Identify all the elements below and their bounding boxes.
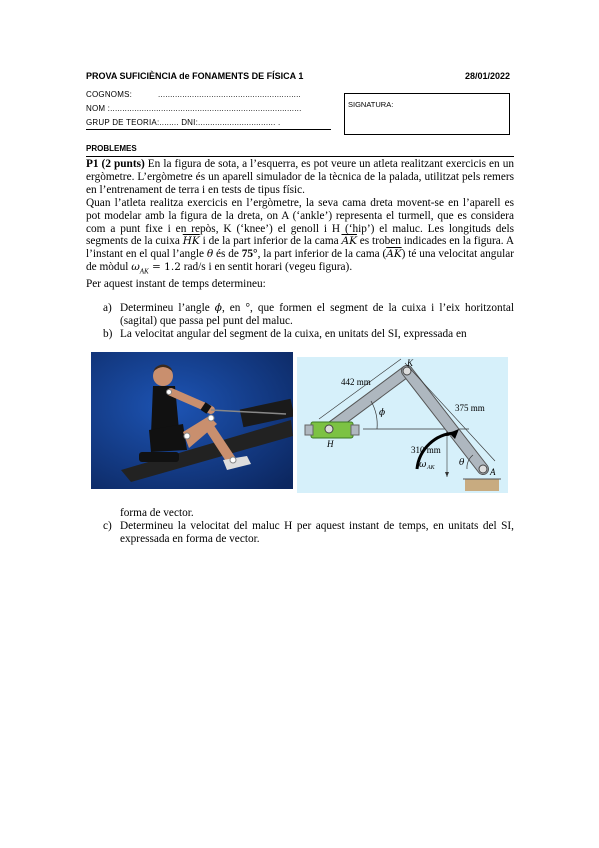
desc-text-4: és de [213,248,242,261]
question-list [103,302,514,341]
hip-joint [325,425,333,433]
question-a-text-2: , en °, que formen el segment de la cuixa i l’eix horitzontal (sagital) que passa pel punt del maluc. [120,302,514,327]
question-b [103,328,514,341]
omega-sub-label: AK [427,465,435,471]
ankle-label: A [490,467,496,477]
desc-text-2: i de la part inferior de la cama [199,235,342,248]
segment-hk: $\overline{HK}$ [182,235,200,248]
omega-subscript: AK [139,267,149,276]
exam-title: PROVA SUFICIÈNCIA de FONAMENTS DE FÍSICA 1 [86,71,304,81]
athlete-illustration [91,352,293,489]
question-b-text: La velocitat angular del segment de la cuixa, en unitats del SI, expressada en [120,327,467,340]
theta-symbol: θ [206,248,214,261]
question-c-label: c) [103,520,112,532]
dim-h-label: 310 mm [411,445,441,455]
cognoms-label: COGNOMS: [86,90,133,99]
question-c [103,520,514,546]
problem-statement [86,158,514,291]
signature-box[interactable] [344,93,510,135]
question-b-continuation: forma de vector. [120,507,194,519]
ankle-joint [479,465,487,473]
desc-text-1: Quan l’atleta realitza exercicis en l’ergòmetre, la seva cama dreta movent-se en l’aparell es pot modelar amb la figura de la dreta, on A (‘ankle’) representa el turmell, que es considera com a punt fixe i en repòs, K (‘knee’) el genoll i H (‘hip’) el maluc. Les longituds dels segments de la cuixa [86,196,514,248]
grup-dni-field[interactable]: GRUP DE TEORIA:........ DNI:................................ . [86,118,281,127]
problem-ask: Per aquest instant de temps determineu: [86,278,266,291]
question-a-text-1: Determineu l’angle [120,302,215,314]
theta-label: θ [459,458,465,468]
knee-label: K [407,358,414,368]
omega-label: ω [419,460,427,470]
intro-text: En la figura de sota, a l’esquerra, es pot veure un atleta realitzant exercicis en un ergòmetre. L’ergòmetre és un aparell simulador de la tècnica de la palada, utilitzat pels remers en l’entrenament de terra i en tests de tipus físic. [86,158,515,196]
question-b-label: b) [103,327,113,340]
exam-header [86,71,510,81]
dim-hk-label: 442 mm [341,377,371,387]
leg-diagram [297,357,508,493]
section-title: PROBLEMES [86,144,137,153]
desc-text-7: rad/s i en sentit horari (vegeu figura). [180,261,353,274]
question-a [103,302,514,328]
cognoms-field[interactable] [86,90,301,99]
signature-label: SIGNATURA: [348,100,394,109]
ankle-support [465,479,499,491]
question-c-text: Determineu la velocitat del maluc H per aquest instant de temps, en unitats del SI, expressada en forma de vector. [120,520,514,545]
dim-ak-label: 375 mm [455,403,485,413]
question-a-text [120,302,514,328]
desc-text-5: , la part inferior de la cama ( [257,248,387,261]
segment-ak: $\overline{AK}$ [341,235,357,248]
phi-symbol: ϕ [214,302,222,314]
leg-model-svg [297,357,508,493]
problem-heading: P1 (2 punts) [86,158,145,170]
theta-value: 75° [241,248,258,261]
hip-label: H [327,439,334,449]
question-a-label: a) [103,302,112,314]
desc-text-6: ) té una velocitat angular de mòdul [86,248,515,274]
ergometer-photo [91,352,293,489]
nom-field[interactable]: NOM :............................................................................... [86,104,302,113]
section-divider [86,156,514,157]
cognoms-dots: ........................................................... [158,90,301,99]
header-divider [86,129,331,130]
desc-text-3: es troben indicades en la figura. A l’instant en el qual l’angle [86,235,514,261]
omega-value: = 1.2 [148,261,181,274]
omega-symbol: ω [131,261,140,274]
problem-description [86,197,514,279]
phi-label: ϕ [379,408,386,418]
question-c-item [103,520,514,546]
problem-intro [86,158,514,197]
exam-date: 28/01/2022 [464,71,510,81]
segment-ak-2: $\overline{AK}$ [386,248,402,261]
